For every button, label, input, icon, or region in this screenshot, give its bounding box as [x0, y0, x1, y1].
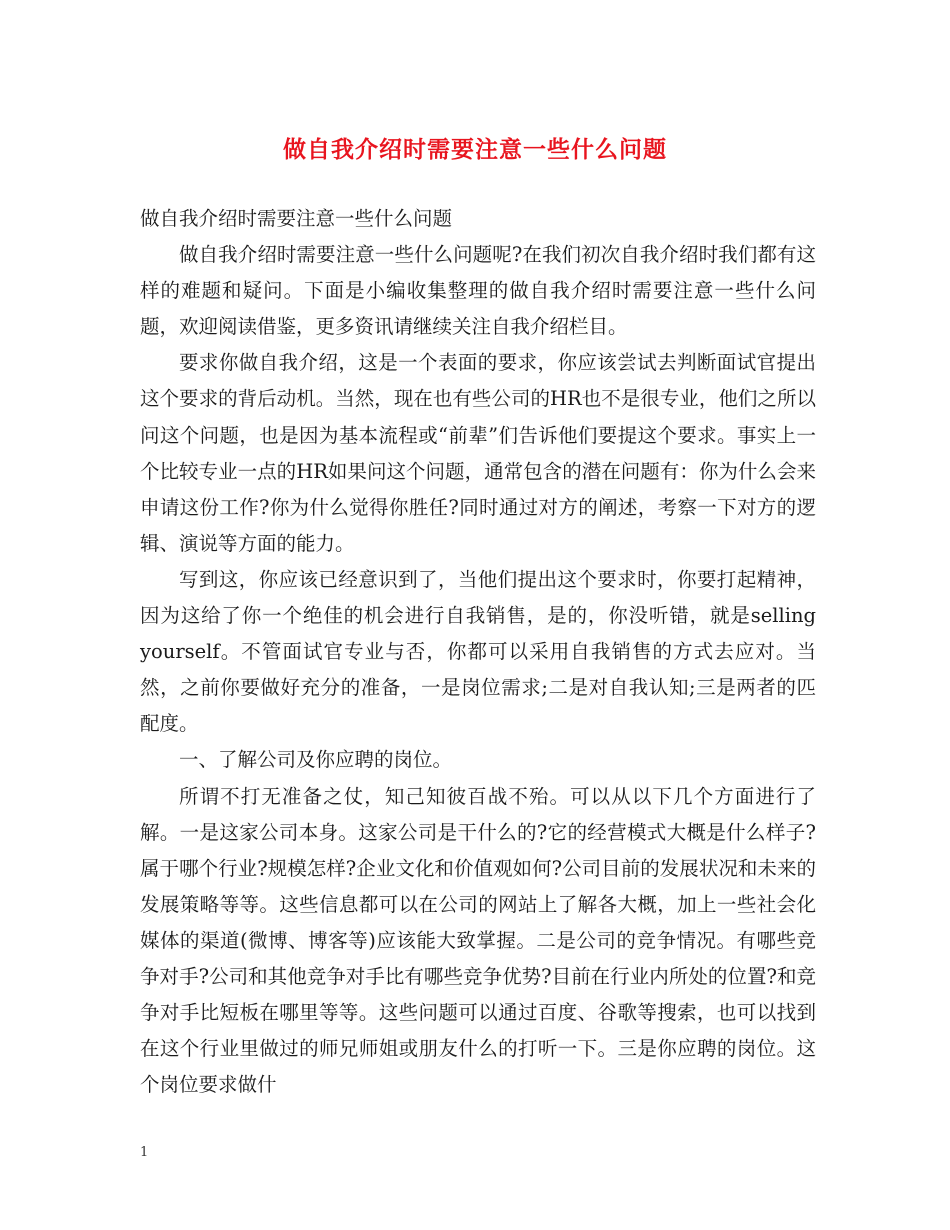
paragraph-company-research: 所谓不打无准备之仗，知己知彼百战不殆。可以从以下几个方面进行了解。一是这家公司本身。这家公司是干什么的?它的经营模式大概是什么样子?属于哪个行业?规模怎样?企业文化和价值观如何?公司目前的发展状况和未来的发展策略等等。这些信息都可以在公司的网站上了解各大概，加上一些社会化媒体的渠道(微博、博客等)应该能大致掌握。二是公司的竞争情况。有哪些竞争对手?公司和其他竞争对手比有哪些竞争优势?目前在行业内所处的位置?和竞争对手比短板在哪里等等。这些问题可以通过百度、谷歌等搜索，也可以找到在这个行业里做过的师兄师姐或朋友什么的打听一下。三是你应聘的岗位。这个岗位要求做什: [140, 784, 816, 1097]
document-subtitle: 做自我介绍时需要注意一些什么问题: [140, 207, 453, 230]
paragraph-request-motive: 要求你做自我介绍，这是一个表面的要求，你应该尝试去判断面试官提出这个要求的背后动机。当然，现在也有些公司的HR也不是很专业，他们之所以问这个问题，也是因为基本流程或“前辈”们告诉他们要提这个要求。事实上一个比较专业一点的HR如果问这个问题，通常包含的潜在问题有：你为什么会来申请这份工作?你为什么觉得你胜任?同时通过对方的阐述，考察一下对方的逻辑、演说等方面的能力。: [140, 351, 816, 555]
document-body: [140, 201, 816, 1103]
paragraph-self-selling: 写到这，你应该已经意识到了，当他们提出这个要求时，你要打起精神，因为这给了你一个绝佳的机会进行自我销售，是的，你没听错，就是selling yourself。不管面试官专业与否，你都可以采用自我销售的方式去应对。当然，之前你要做好充分的准备，一是岗位需求;二是对自我认知;三是两者的匹配度。: [140, 567, 816, 736]
paragraph-intro: 做自我介绍时需要注意一些什么问题呢?在我们初次自我介绍时我们都有这样的难题和疑问。下面是小编收集整理的做自我介绍时需要注意一些什么问题，欢迎阅读借鉴，更多资讯请继续关注自我介绍栏目。: [140, 243, 816, 339]
page-number: 1: [140, 1145, 149, 1160]
document-title: 做自我介绍时需要注意一些什么问题: [283, 136, 667, 163]
section-heading-know-company: 一、了解公司及你应聘的岗位。: [179, 748, 453, 772]
